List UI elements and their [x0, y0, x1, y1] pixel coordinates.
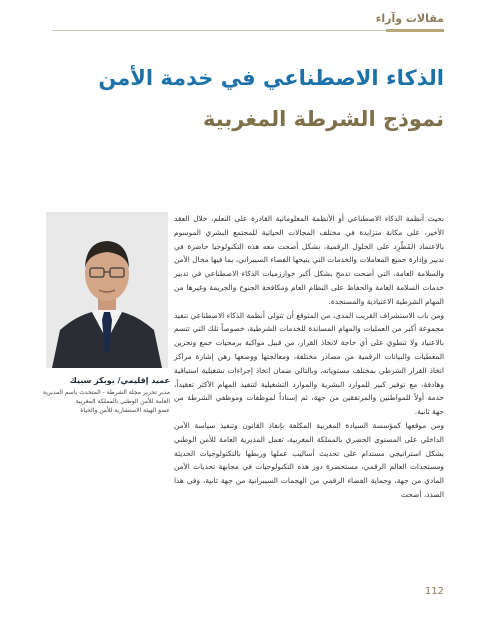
author-portrait-icon — [46, 212, 168, 368]
article-paragraph-1: بحيث أنظمة الذكاء الاصطناعي أو الأنظمة المعلوماتية القادرة على التعلم، خلال العقد الأخير، على مكانة متزايدة في مختلف المجالات الحياتية للمجتمع البشري الموسوم بالاعتماد المُطّرِد على الحلول الرقمية، بشكل أضحت معه هذه التكنولوجيا حاضرة في تدبير وإدارة جميع المعاملات والخدمات التي يتيحها الفضاء السيبراني، بما فيها مجال الأمن والسلامة العامة، التي أضحت تدمج بشكل أكبر خوارزميات الذكاء الاصطناعي في تدبير خدمات السلامة العامة والحفاظ على النظام العام ومكافحة الجنوح والجريمة وغيرها من المهام الشرطية الاعتيادية والمستجدة. — [174, 214, 444, 306]
article-paragraph-3: ومن موقعها كمؤسسة السيادة المغربية المكلفة بإنفاذ القانون وتنفيذ سياسة الأمن الداخلي على المستوى الحضري بالمملكة المغربية، تعمل المديرية العامة للأمن الوطني بشكل استراتيجي مستدام على تحديث أساليب عملها وربطها بالتكنولوجيات الحديثة ومستجدات العالم الرقمي، مستحضرة دور هذه التكنولوجيات في مجابهة تحديات الأمن المادي من جهة، وحماية الفضاء الرقمي من الهجمات السيبرانية من جهة ثانية، وفي هذا الصدد، أضحت — [174, 420, 444, 499]
article-body — [174, 212, 444, 502]
article-paragraph-2: ومن باب الاستشراف القريب المدى، من المتوقع أن تتولى أنظمة الذكاء الاصطناعي تنفيذ مجموعة أكبر من العمليات والمهام المساندة للخدمات الشرطية، خصوصاً تلك التي تتسم بالاعتياد ولا تنطوي على أي حاجة لاتخاذ القرار، من قبيل مواكبة برمجيات جمع وتخزين المعطيات والبيانات الرقمية من مصادر مختلفة، ومعالجتها ووضعها رهن إشارة مراكز اتخاذ القرار الشرطي بمختلف مستوياته، وبالتالي ضمان اتخاذ إجراءات تشغيلية استباقية وهادفة، مع توفير كبير للموارد البشرية والموارد التشغيلية لتنفيذ المهام الأكثر تعقيداً، خدمة أولاً للمواطنين والمرتفقين من جهة، ثم إسناداً لموظفات وموظفي الشرطة من جهة ثانية. — [174, 310, 444, 417]
article-subtitle: نموذج الشرطة المغربية — [203, 107, 444, 131]
author-role-line: العامة للأمن الوطني بالمملكة المغربية — [75, 398, 170, 405]
section-divider-accent — [386, 29, 444, 32]
author-role-line: مدير تحرير مجلة الشرطة - المتحدث باسم المديرية — [42, 389, 170, 396]
page-number: 112 — [424, 586, 444, 597]
author-name: عميد إقليمي/ بوبكر سبيك — [69, 376, 170, 385]
article-title: الذكاء الاصطناعي في خدمة الأمن — [98, 66, 444, 90]
section-label: مقالات وآراء — [375, 12, 444, 25]
author-role-line: عضو الهيئة الاستشارية للأمن والحياة — [80, 407, 170, 414]
author-caption — [40, 376, 170, 415]
author-photo — [46, 212, 168, 368]
